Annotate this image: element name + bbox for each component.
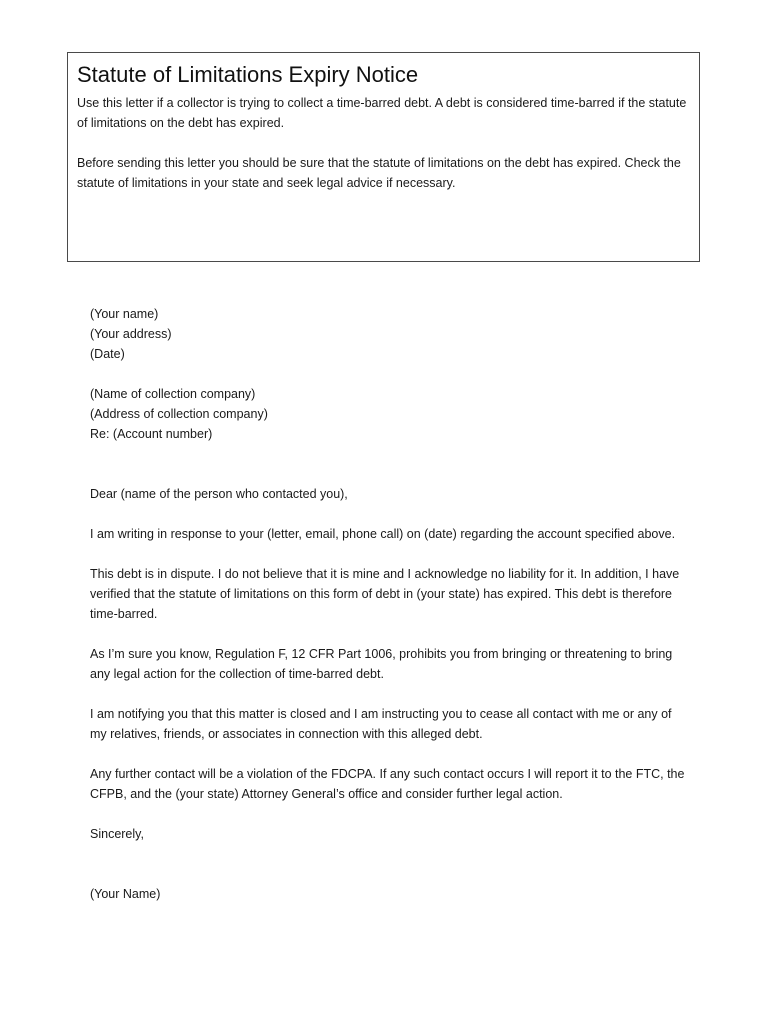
notice-title: Statute of Limitations Expiry Notice bbox=[77, 62, 419, 87]
body-paragraph-5: Any further contact will be a violation of the FDCPA. If any such contact occurs I will report it to the FTC, the CFPB, and the (your state) Attorney General’s office and consider further legal action. bbox=[90, 767, 685, 801]
sender-address: (Your address) bbox=[90, 327, 172, 341]
sender-name: (Your name) bbox=[90, 307, 159, 321]
body-paragraph-4: I am notifying you that this matter is closed and I am instructing you to cease all contact with me or any of my relatives, friends, or associates in connection with this alleged debt. bbox=[90, 707, 672, 741]
letter-body bbox=[90, 304, 690, 904]
notice-paragraph-1: Use this letter if a collector is trying to collect a time-barred debt. A debt is considered time-barred if the statute of limitations on the debt has expired. bbox=[77, 96, 687, 130]
notice-paragraph-2: Before sending this letter you should be sure that the statute of limitations on the debt has expired. Check the statute of limitations in your state and seek legal advice if necessary. bbox=[77, 156, 681, 190]
instructions-box bbox=[67, 52, 700, 262]
recipient-company: (Name of collection company) bbox=[90, 387, 256, 401]
letter-date: (Date) bbox=[90, 347, 125, 361]
closing: Sincerely, bbox=[90, 827, 144, 841]
body-paragraph-1: I am writing in response to your (letter, email, phone call) on (date) regarding the account specified above. bbox=[90, 527, 676, 541]
account-reference: Re: (Account number) bbox=[90, 427, 213, 441]
recipient-address: (Address of collection company) bbox=[90, 407, 268, 421]
salutation: Dear (name of the person who contacted you), bbox=[90, 487, 348, 501]
body-paragraph-3: As I’m sure you know, Regulation F, 12 CFR Part 1006, prohibits you from bringing or threatening to bring any legal action for the collection of time-barred debt. bbox=[90, 647, 673, 681]
signature: (Your Name) bbox=[90, 887, 161, 901]
body-paragraph-2: This debt is in dispute. I do not believe that it is mine and I acknowledge no liability for it. In addition, I have verified that the statute of limitations on this form of debt in (your state) has expired. This debt is therefore time-barred. bbox=[90, 567, 680, 621]
